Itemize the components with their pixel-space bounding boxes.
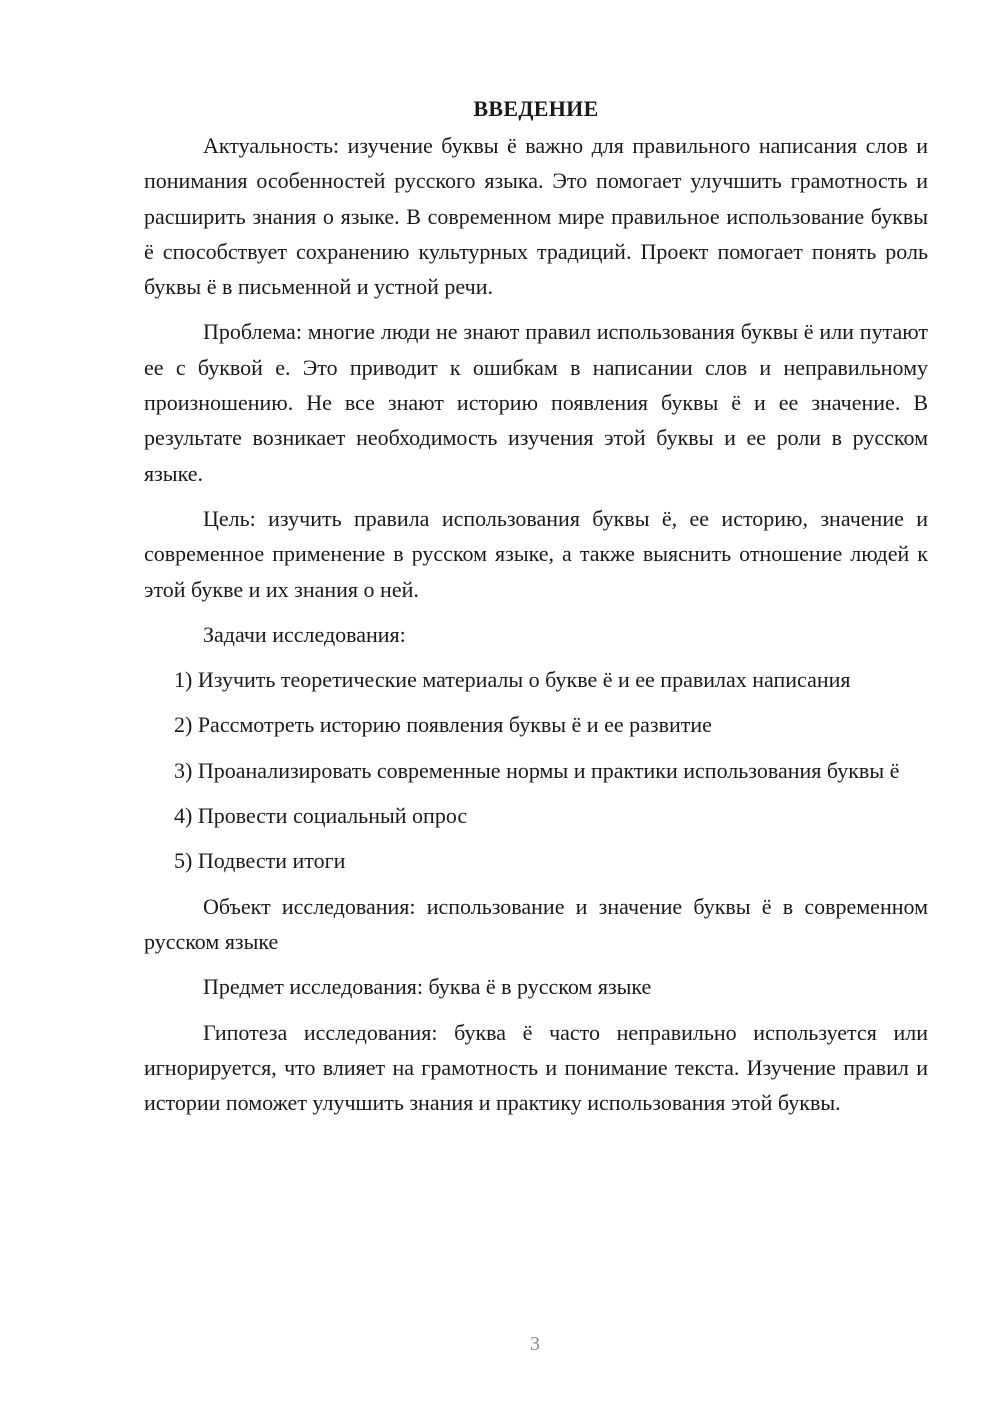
page-number: 3	[530, 1333, 540, 1355]
list-item: 4) Провести социальный опрос	[174, 803, 468, 829]
subject-paragraph: Предмет исследования: буква ё в русском языке	[203, 974, 652, 1000]
list-item: 1) Изучить теоретические материалы о букве ё и ее правилах написания	[174, 667, 851, 693]
list-item: 2) Рассмотреть историю появления буквы ё и ее развитие	[174, 712, 712, 738]
hypothesis-paragraph: Гипотеза исследования: буква ё часто неправильно используется или игнорируется, что влияет на грамотность и понимание текста. Изучение правил и истории поможет улучшить знания и практику использования этой буквы.	[144, 1019, 928, 1116]
page-title: ВВЕДЕНИЕ	[473, 96, 599, 121]
list-item: 3) Проанализировать современные нормы и практики использования буквы ё	[174, 757, 900, 783]
list-item: 5) Подвести итоги	[174, 848, 346, 874]
problem-paragraph: Проблема: многие люди не знают правил использования буквы ё или путают ее с буквой е. Это приводит к ошибкам в написании слов и неправильному произношению. Не все знают историю появления буквы ё и ее значение. В результате возникает необходимость изучения этой буквы и ее роли в русском языке.	[144, 319, 928, 486]
tasks-list	[144, 662, 928, 878]
object-paragraph: Объект исследования: использование и значение буквы ё в современном русском языке	[144, 893, 928, 954]
relevance-paragraph: Актуальность: изучение буквы ё важно для правильного написания слов и понимания особенностей русского языка. Это помогает улучшить грамотность и расширить знания о языке. В современном мире правильное использование буквы ё способствует сохранению культурных традиций. Проект помогает понять роль буквы ё в письменной и устной речи.	[144, 133, 928, 300]
document-page	[144, 92, 928, 1130]
tasks-heading: Задачи исследования:	[203, 621, 406, 647]
goal-paragraph: Цель: изучить правила использования буквы ё, ее историю, значение и современное применение в русском языке, а также выяснить отношение людей к этой букве и их знания о ней.	[144, 505, 928, 602]
